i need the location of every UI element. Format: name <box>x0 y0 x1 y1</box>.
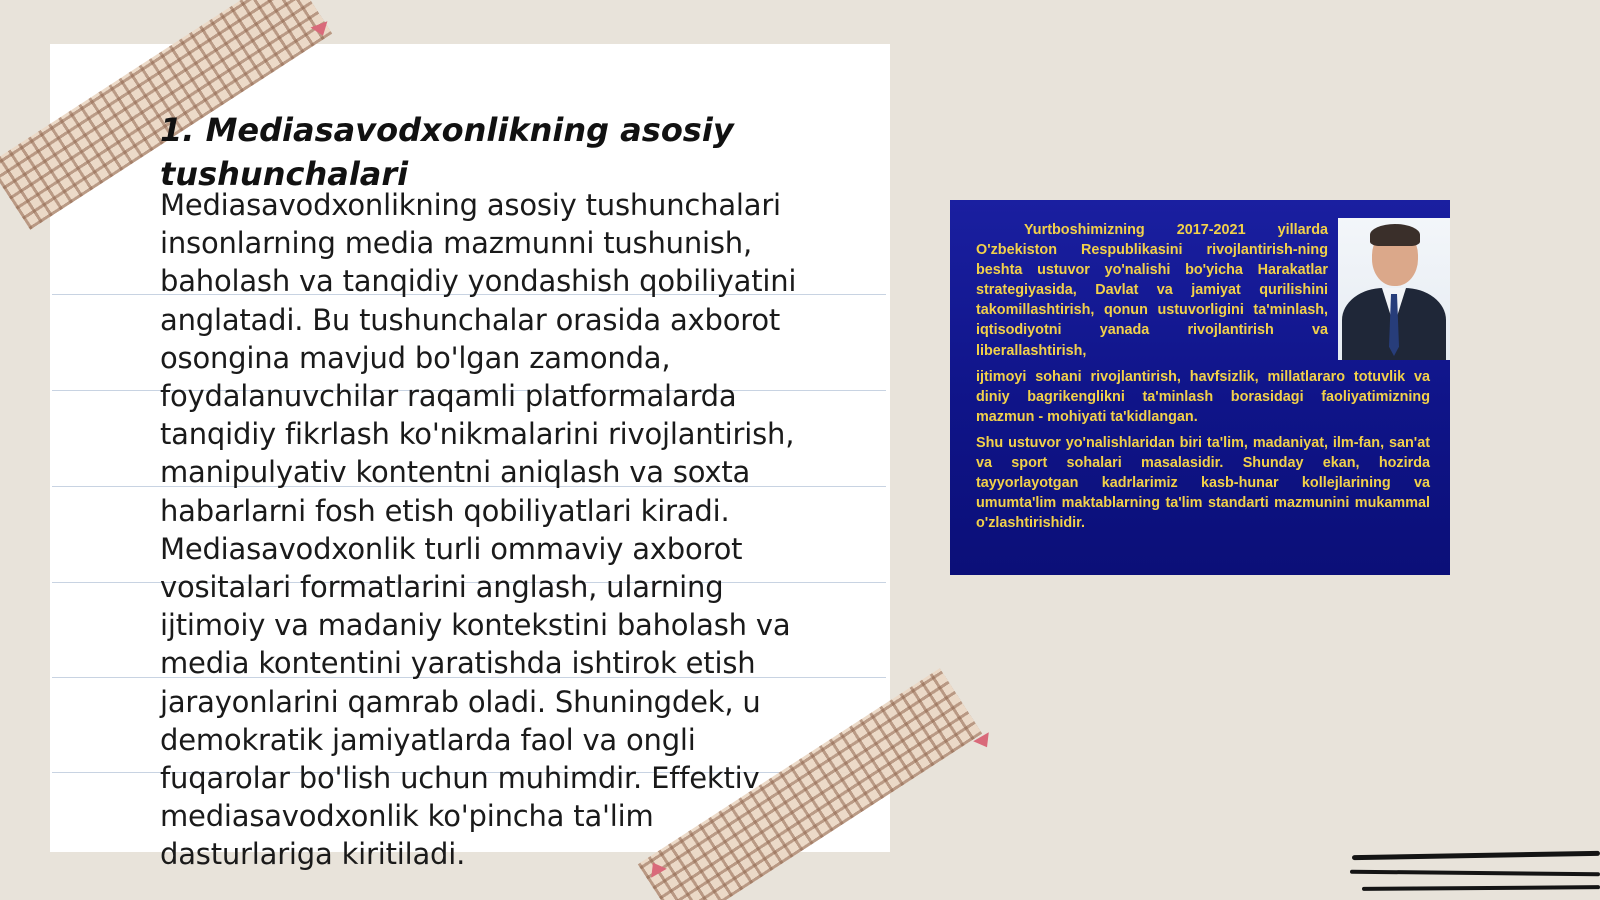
brush-stroke-icon <box>1350 870 1600 877</box>
brush-stroke-icon <box>1352 851 1600 860</box>
strategy-image <box>950 200 1450 575</box>
slide-title: 1. Mediasavodxonlikning asosiy tushunchalari <box>160 111 734 193</box>
image-paragraph-2: ijtimoyi sohani rivojlantirish, havfsizlik, millatlararo totuvlik va diniy bagrikenglikni ta'minlash borasidagi faoliyatimizning mazmun - mohiyati ta'kidlangan. <box>976 368 1430 425</box>
portrait-hair <box>1370 224 1420 246</box>
brush-stroke-icon <box>1362 885 1600 891</box>
portrait-photo <box>1338 218 1450 360</box>
image-paragraph-3: Shu ustuvor yo'nalishlaridan biri ta'lim, madaniyat, ilm-fan, san'at va sport sohalari masalasidir. Shunday ekan, hozirda tayyorlayotgan kadrlarimiz kasb-hunar kollejlarining va umumta'lim maktablarning ta'lim standarti mazmunini mukammal o'zlashtirishidir. <box>976 434 1430 532</box>
slide-body-text: Mediasavodxonlikning asosiy tushunchalari insonlarning media mazmunni tushunish, baholash va tanqidiy yondashish qobiliyatini anglatadi. Bu tushunchalar orasida axborot osongina mavjud bo'lgan zamonda, foydalanuvchilar raqamli platformalarda tanqidiy fikrlash ko'nikmalarini rivojlantirish, manipulyativ kontentni aniqlash va soxta habarlarni fosh etish qobiliyatlari kiradi. Mediasavodxonlik turli ommaviy axborot vositalari formatlarini anglash, ularning ijtimoiy va madaniy kontekstini baholash va media kontentini yaratishda ishtirok etish jarayonlarini qamrab oladi. Shuningdek, u demokratik jamiyatlarda faol va ongli fuqarolar bo'lish uchun muhimdir. Effektiv mediasavodxonlik ko'pincha ta'lim dasturlariga kiritiladi. <box>160 188 797 872</box>
image-paragraph-1: Yurtboshimizning 2017-2021 yillarda O'zbekiston Respublikasini rivojlantirish-ning beshta ustuvor yo'nalishi bo'yicha Harakatlar strategiyasida, Davlat va jamiyat qurilishini takomillashtirish, qonun ustuvorligini ta'minlash, iqtisodiyotni yanada rivojlantirish va liberallashtirish, <box>976 222 1328 359</box>
